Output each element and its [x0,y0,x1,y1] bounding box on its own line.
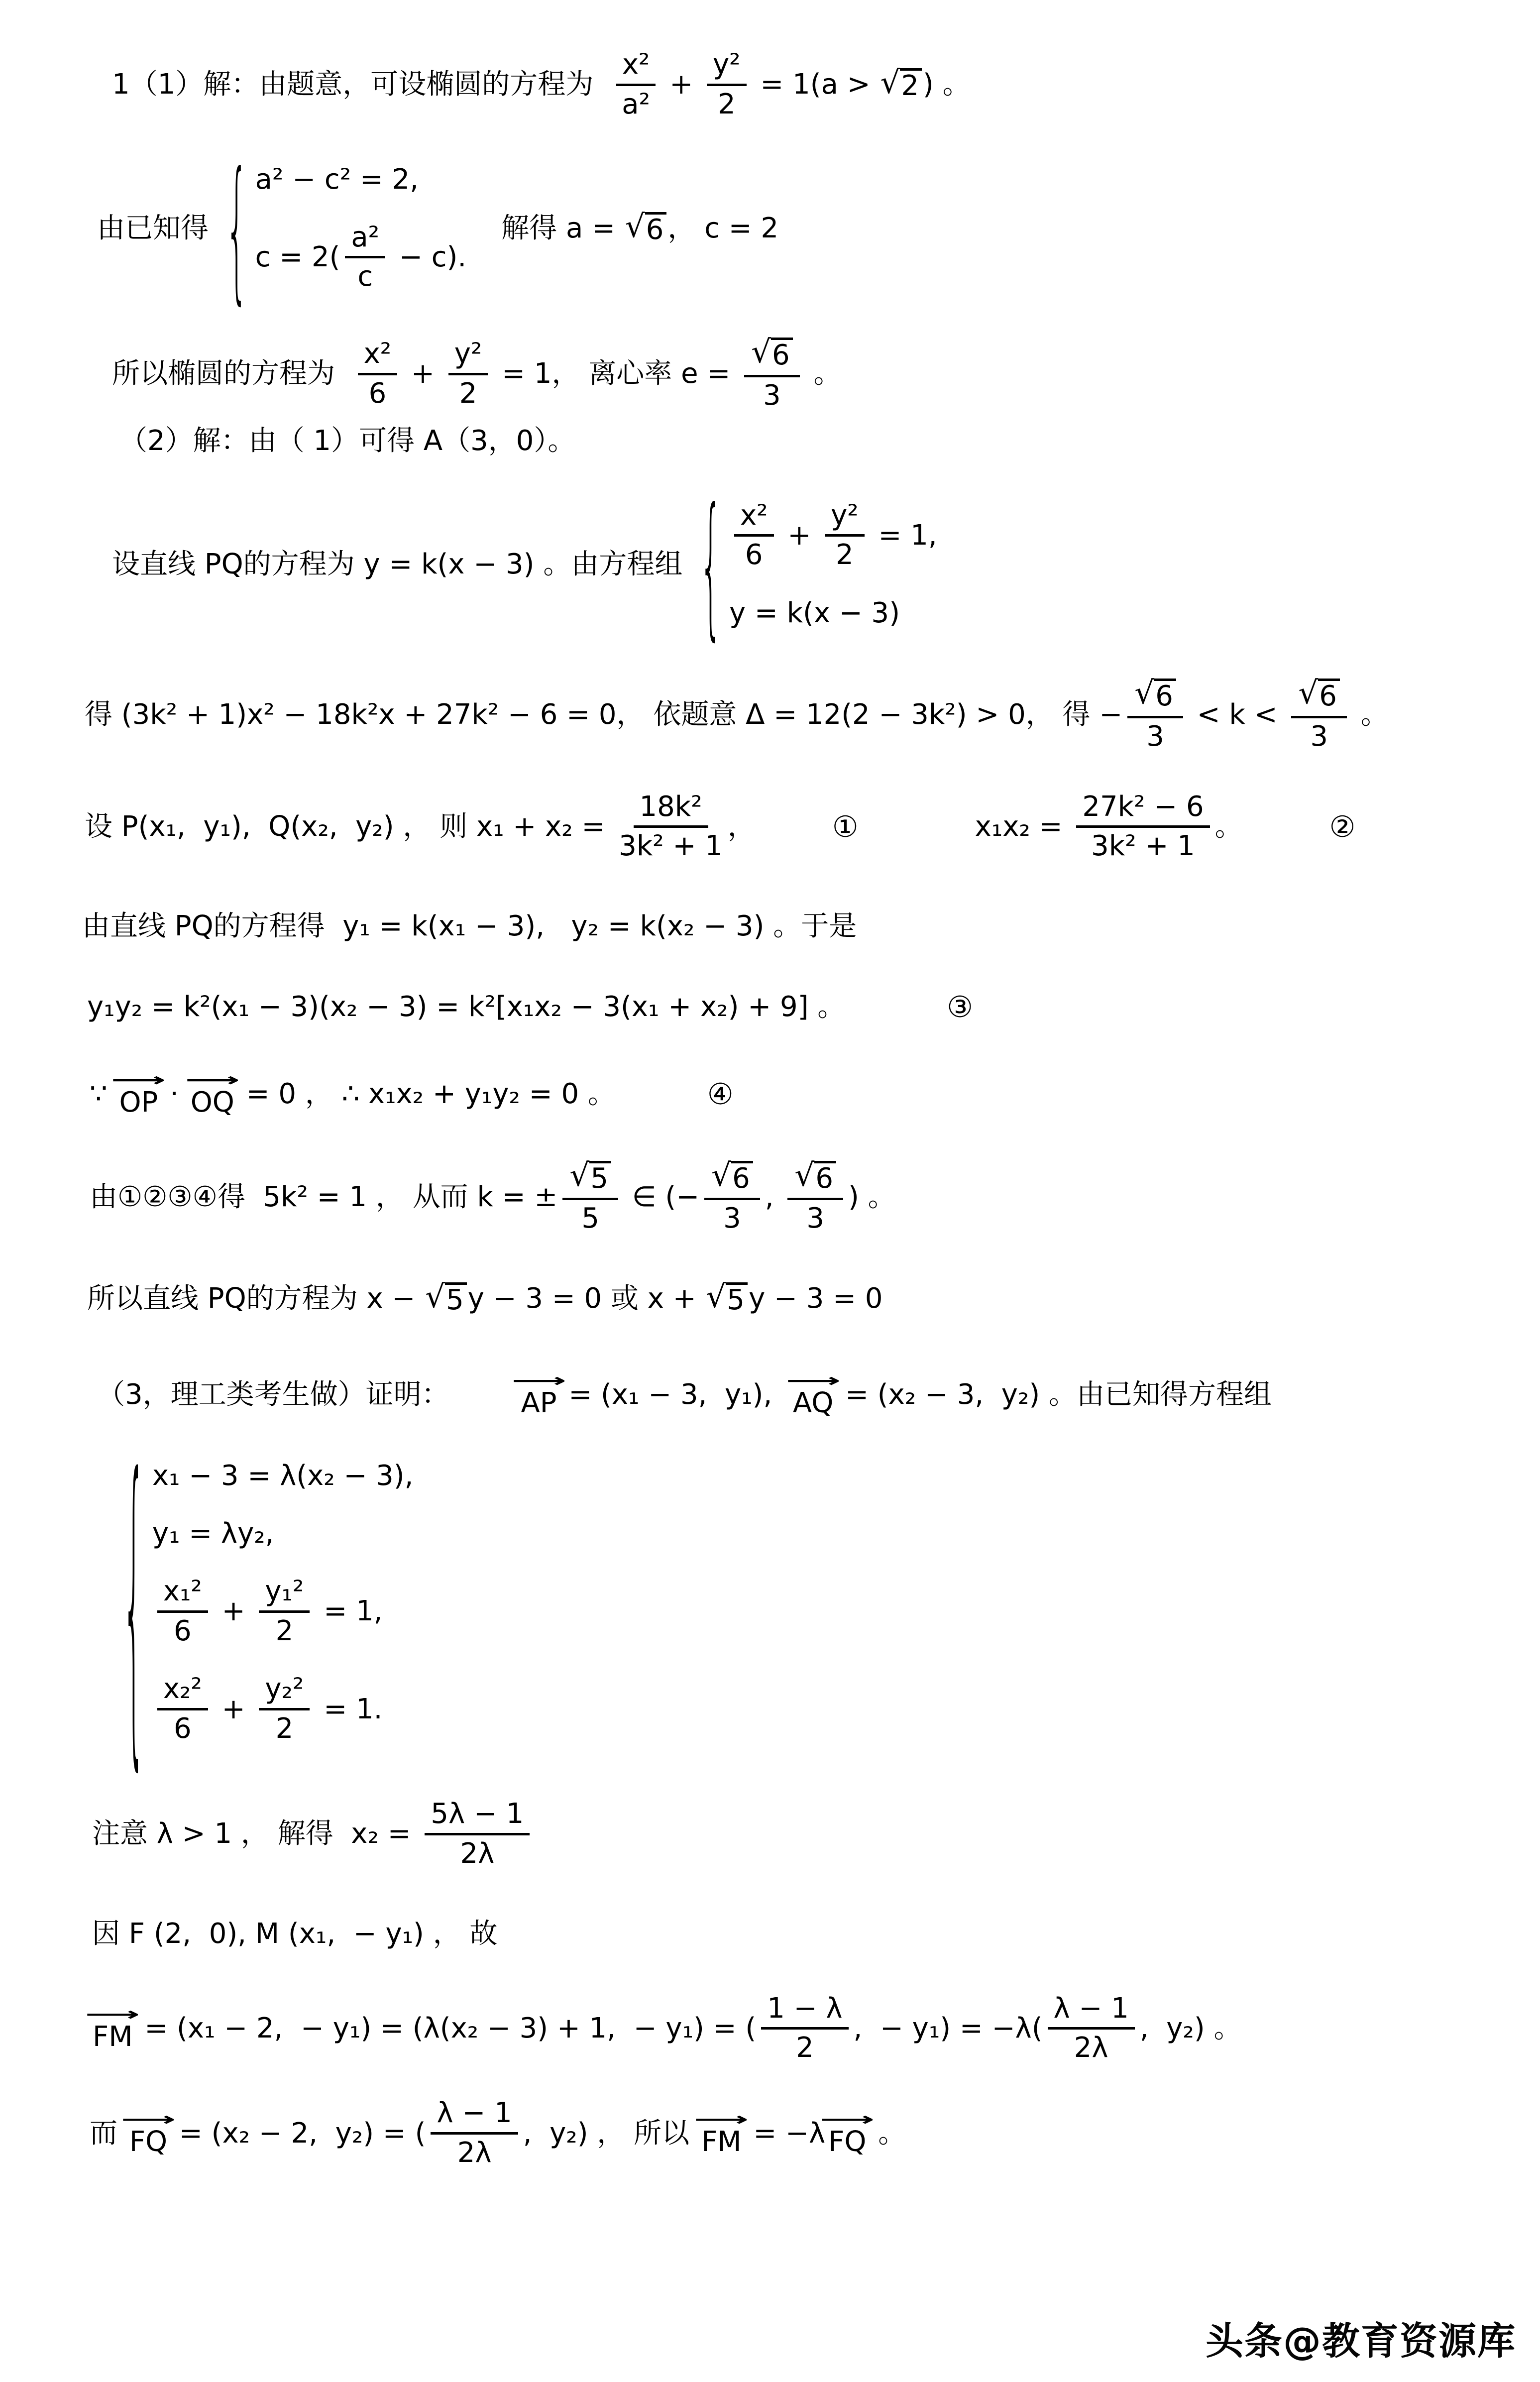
line-dot-product [0,1070,1540,1118]
system-rows [255,162,467,295]
numerator [1127,675,1183,718]
radicand: 6 [771,338,793,371]
text-span: = (x₁ − 3, y₁), [559,1378,790,1411]
denominator: c [357,260,373,293]
radical-sign: √ [711,1156,732,1193]
vector-name: FM [93,2021,133,2053]
text-span: + [778,519,820,552]
equation-system [699,474,937,655]
text-span: + [213,1595,254,1628]
square-root [425,1278,467,1316]
text-span: ) 。 [848,1180,896,1213]
text-span: 因 F (2, 0), M (x₁, − y₁) ， 故 [92,1917,498,1950]
square-root [706,1278,748,1316]
radical-sign: √ [706,1278,726,1315]
radicand: 2 [900,68,922,102]
denominator: 5 [581,1202,599,1235]
text-span: 。 [1351,698,1389,731]
numerator [744,334,800,377]
fraction [1291,675,1347,753]
denominator: 2 [796,2032,814,2064]
text-span: y = k(x − 3) [729,597,900,630]
vector-name: OP [119,1086,158,1119]
numerator: 1 − λ [761,1994,848,2030]
fraction [825,501,865,570]
system-row [152,1574,383,1649]
vector-arrow-icon: ⟶ [511,1370,566,1391]
radicand: 5 [445,1282,467,1316]
text-span: ， [727,810,756,843]
denominator: 3k² + 1 [1091,830,1195,863]
numerator: x₂² [157,1675,208,1710]
left-brace-icon: { [122,1407,145,1798]
numerator: y₂² [259,1675,310,1710]
square-root [751,334,793,372]
text-span: c = 2( [255,240,340,273]
denominator: 2λ [1074,2032,1108,2064]
denominator: 2λ [460,1837,495,1870]
system-row [152,1516,274,1551]
text-span: y₁ = λy₂, [152,1517,274,1550]
line-fq-vector [0,2096,1540,2171]
denominator: 2 [275,1712,294,1745]
text-span: 注意 λ > 1 ， 解得 x₂ = [92,1817,420,1850]
text-span: 设 P(x₁, y₁), Q(x₂, y₂) ， 则 x₁ + x₂ = [85,810,614,843]
text-span: = 1, [869,519,937,552]
denominator: 6 [174,1614,192,1647]
system-rows [152,1459,414,1747]
circled-number: ② [1329,809,1356,844]
denominator: 2 [459,377,477,410]
denominator: 3 [806,1202,824,1235]
equation-system [225,138,467,319]
text-span: 由①②③④得 5k² = 1 ， 从而 k = ± [90,1180,558,1213]
left-brace-icon: { [225,138,248,319]
text-span: 所以直线 PQ的方程为 x − [87,1282,425,1315]
line-quadratic [0,676,1540,754]
radical-sign: √ [880,64,900,101]
circled-number: ① [832,809,859,844]
vector-name: OQ [190,1086,234,1119]
text-span: ∵ [90,1077,116,1110]
denominator: 2λ [457,2137,492,2169]
numerator [1291,675,1347,718]
text-span: , − y₁) = −λ( [853,2012,1043,2044]
fraction [787,1156,843,1235]
system-row [255,220,467,295]
numerator: y² [825,501,865,537]
vector-arrow-icon: ⟶ [121,2108,176,2130]
line-part2-intro [0,424,1540,458]
numerator [787,1156,843,1201]
watermark: 头条@教育资源库 [1206,2319,1516,2363]
circled-number: ③ [947,990,973,1024]
text-span: ∈ (− [623,1180,700,1213]
denominator: 3 [1146,720,1164,753]
system-rows [729,498,937,631]
spacer [756,826,830,827]
vector-arrow-icon: ⟶ [85,2004,140,2025]
vector [85,2004,140,2053]
vector-name: FM [701,2125,742,2158]
fraction [157,1577,208,1646]
system-row [152,1672,383,1747]
radicand: 5 [726,1282,748,1316]
text-span: + [213,1693,254,1725]
numerator: x² [358,340,398,375]
fraction [704,1156,760,1235]
vector [121,2108,176,2158]
text-span: x₁ − 3 = λ(x₂ − 3), [152,1459,414,1492]
denominator: 3k² + 1 [619,830,723,863]
text-span: , [765,1180,783,1213]
text-span: 。 [804,357,842,390]
vector [694,2108,749,2158]
vector [820,2108,875,2158]
numerator: y² [448,340,488,375]
text-span: 设直线 PQ的方程为 y = k(x − 3) 。由方程组 [112,548,692,580]
text-span: 。 [869,2117,906,2150]
vector-arrow-icon: ⟶ [185,1069,240,1091]
line-ellipse-setup [0,47,1540,122]
line-part3-proof [0,1371,1540,1419]
text-span: ， c = 2 [667,212,779,244]
numerator: x₁² [157,1577,208,1613]
fraction [744,334,800,412]
vector-name: AP [521,1387,557,1420]
text-span: · [161,1077,188,1110]
text-span: , y₂) ， 所以 [523,2117,698,2150]
numerator: x² [616,50,656,86]
square-root [794,1156,836,1195]
text-span: （2）解：由（ 1）可得 A（3，0）。 [119,424,576,457]
denominator: 6 [745,539,763,571]
fraction [562,1156,618,1235]
fraction [1076,790,1210,863]
numerator: x² [734,501,774,537]
denominator: 3 [723,1202,741,1235]
system-row [729,596,900,631]
text-span: + [402,357,443,390]
denominator: a² [622,88,651,120]
numerator: a² [345,223,385,259]
text-span: （3，理工类考生做）证明： [97,1378,458,1411]
line-fm-vector [0,1991,1540,2066]
text-span: x₁x₂ = [975,810,1072,843]
fraction [616,50,656,119]
line-y1y2 [0,989,1540,1025]
square-root [711,1156,753,1195]
vector-arrow-icon: ⟶ [785,1370,841,1391]
text-span: − c). [390,240,467,273]
spacer [861,826,975,827]
radicand: 6 [1154,679,1176,712]
vector-arrow-icon: ⟶ [820,2108,875,2130]
spacer [458,1394,518,1395]
text-span: 。 [1214,810,1243,843]
text-span: 得 (3k² + 1)x² − 18k²x + 27k² − 6 = 0， 依题意 Δ = 12(2 − 3k²) > 0， 得 − [85,698,1123,731]
text-span: = (x₂ − 2, y₂) = ( [170,2117,426,2150]
text-span: < k < [1188,698,1287,731]
vector-arrow-icon: ⟶ [694,2108,749,2130]
numerator [562,1156,618,1201]
denominator: 3 [1310,720,1328,753]
numerator: 18k² [634,793,708,828]
text-span: 解得 a = [501,212,624,244]
radical-sign: √ [751,334,771,370]
denominator: 6 [368,377,387,410]
numerator: y² [707,50,747,86]
denominator: 2 [836,539,854,571]
numerator: 5λ − 1 [425,1800,530,1835]
text-span: 而 [90,2117,126,2150]
denominator: 2 [275,1614,294,1647]
line-vieta [0,790,1540,865]
line-f-m-points [0,1917,1540,1951]
circled-number: ④ [707,1076,734,1111]
text-span: ) 。 [923,68,971,101]
radicand: 5 [589,1161,611,1194]
numerator: λ − 1 [1048,1994,1135,2030]
radical-sign: √ [1134,675,1155,711]
system-row [152,1459,414,1493]
spacer [1243,826,1327,827]
text-span: 由已知得 [97,212,218,244]
square-root [569,1156,611,1195]
text-span: y₁y₂ = k²(x₁ − 3)(x₂ − 3) = k²[x₁x₂ − 3(x₁ + x₂) + 9] 。 [87,990,846,1023]
line-known-system [0,138,1540,319]
text-span: y − 3 = 0 或 x + [467,1282,705,1315]
fraction [734,501,774,570]
radical-sign: √ [425,1278,445,1315]
fraction [358,340,398,409]
text-span: 1（1）解：由题意，可设椭圆的方程为 [112,68,611,101]
fraction [707,50,747,119]
line-pq-substitute [0,909,1540,944]
text-span: 由直线 PQ的方程得 y₁ = k(x₁ − 3), y₂ = k(x₂ − 3) 。于是 [82,910,857,943]
vector-name: FQ [828,2125,867,2158]
line-solve-k [0,1158,1540,1237]
text-span: y − 3 = 0 [749,1282,883,1315]
text-span: = (x₂ − 3, y₂) 。由已知得方程组 [836,1378,1272,1411]
line-pq-equations [0,1278,1540,1316]
vector-name: FQ [129,2125,168,2158]
numerator: y₁² [259,1577,310,1613]
fraction [1048,1994,1135,2063]
denominator: 2 [717,88,736,120]
radical-sign: √ [625,208,645,244]
fraction [259,1675,310,1744]
vector [511,1370,566,1420]
line-solve-x2 [0,1797,1540,1872]
text-span: a² − c² = 2, [255,163,419,196]
text-span: = 0 ， ∴ x₁x₂ + y₁y₂ = 0 。 [237,1077,616,1110]
fraction [425,1800,530,1869]
text-span: + [660,68,702,101]
vector-arrow-icon: ⟶ [111,1069,166,1091]
text-span: = −λ [744,2117,826,2150]
fraction [345,223,385,292]
denominator: 3 [763,379,781,412]
left-brace-icon: { [699,474,722,655]
text-span: = 1(a > [751,68,880,101]
vector [785,1370,841,1420]
vector [185,1069,240,1119]
radical-sign: √ [569,1156,590,1193]
radicand: 6 [814,1161,836,1194]
fraction [761,1994,848,2063]
numerator [704,1156,760,1201]
radicand: 6 [645,212,667,245]
text-span: = (x₁ − 2, − y₁) = (λ(x₂ − 3) + 1, − y₁) = ( [135,2012,757,2044]
text-span: = 1， 离心率 e = [493,357,740,390]
fraction [259,1577,310,1646]
vector-name: AQ [792,1387,834,1420]
numerator: 27k² − 6 [1076,793,1210,828]
text-span: , y₂) 。 [1139,2012,1242,2044]
system-row [255,162,419,197]
square-root [1298,675,1340,713]
square-root [880,64,922,102]
vector [111,1069,166,1119]
text-span: 所以椭圆的方程为 [112,357,353,390]
line-lambda-system [0,1407,1540,1798]
equation-system [122,1407,414,1798]
fraction [431,2099,518,2168]
radicand: 6 [1318,679,1340,712]
fraction [1127,675,1183,753]
radicand: 6 [731,1161,753,1194]
denominator: 6 [174,1712,192,1745]
numerator: λ − 1 [431,2099,518,2135]
fraction [157,1675,208,1744]
square-root [1134,675,1176,713]
radical-sign: √ [794,1156,815,1193]
line-pq-line-system [0,474,1540,655]
radical-sign: √ [1298,675,1319,711]
text-span: = 1, [315,1595,383,1628]
fraction [619,790,723,863]
line-ellipse-equation [0,335,1540,413]
system-row [729,498,937,573]
square-root [625,208,667,246]
text-span: = 1. [315,1693,383,1725]
fraction [448,340,488,409]
